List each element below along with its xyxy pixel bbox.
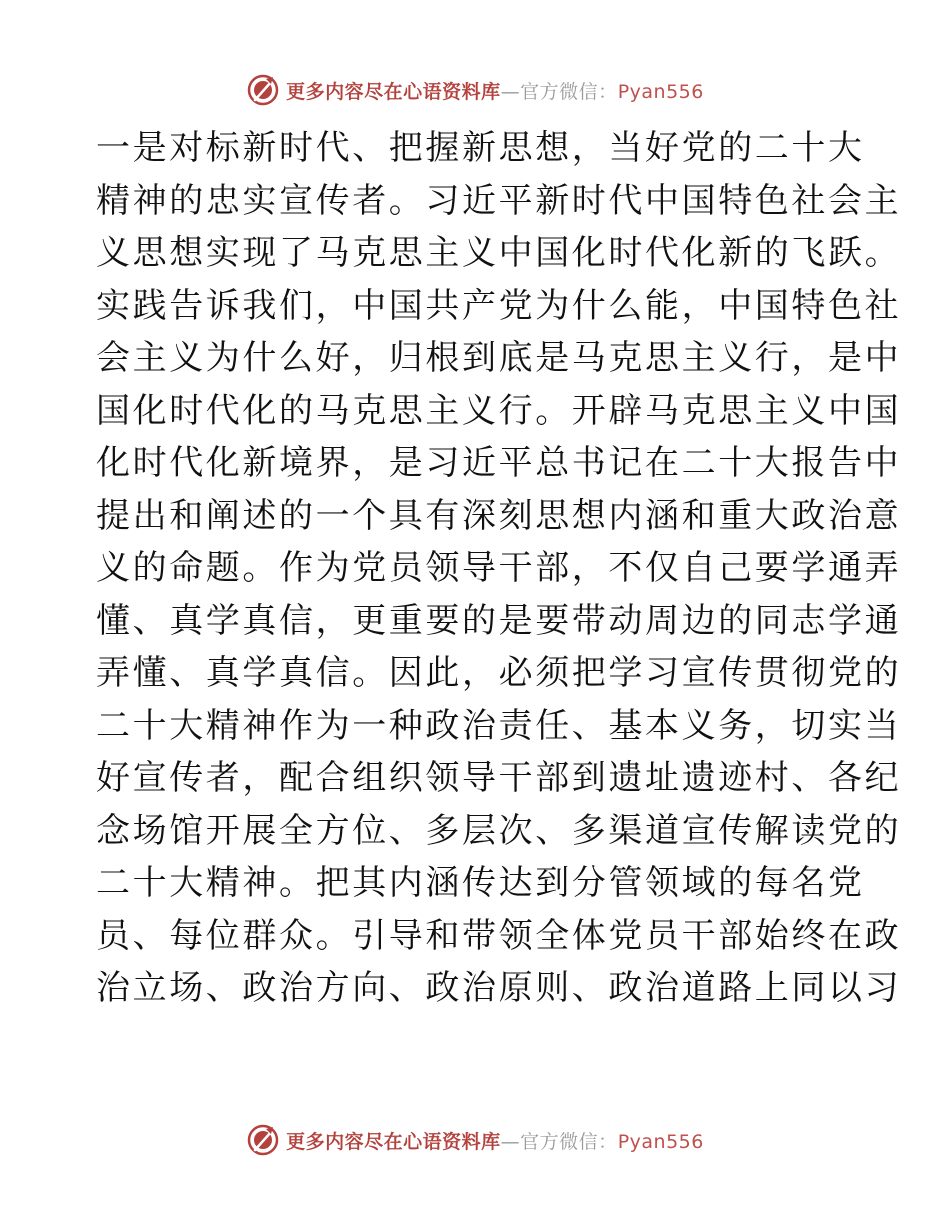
header-watermark-id: Pyan556 (617, 80, 704, 103)
body-line: 实践告诉我们，中国共产党为什么能，中国特色社 (96, 285, 902, 326)
body-line: 国化时代化的马克思主义行。开辟马克思主义中国 (96, 390, 902, 431)
body-line: 义的命题。作为党员领导干部，不仅自己要学通弄 (96, 548, 902, 588)
body-line: 二十大精神作为一种政治责任、基本义务，切实当 (96, 705, 902, 746)
body-line: 二十大精神。把其内涵传达到分管领域的每名党 (96, 863, 865, 903)
body-line: 治立场、政治方向、政治原则、政治道路上同以习 (96, 968, 902, 1008)
body-line: 员、每位群众。引导和带领全体党员干部始终在政 (96, 915, 902, 956)
header-watermark-title: 更多内容尽在心语资料库 (286, 80, 501, 103)
xinyu-logo-icon (246, 73, 280, 107)
body-line: 精神的忠实宣传者。习近平新时代中国特色社会主 (96, 180, 902, 221)
body-line: 懂、真学真信，更重要的是要带动周边的同志学通 (96, 600, 902, 641)
header-watermark-label: —官方微信： (500, 80, 618, 103)
body-line: 一是对标新时代、把握新思想，当好党的二十大 (96, 128, 865, 168)
body-line: 化时代化新境界，是习近平总书记在二十大报告中 (96, 443, 902, 483)
body-line: 会主义为什么好，归根到底是马克思主义行，是中 (96, 338, 902, 378)
document-body (96, 122, 902, 1015)
xinyu-logo-icon (246, 1123, 280, 1157)
body-line: 好宣传者，配合组织领导干部到遗址遗迹村、各纪 (96, 758, 902, 798)
footer-watermark-id: Pyan556 (617, 1130, 704, 1153)
body-line: 义思想实现了马克思主义中国化时代化新的飞跃。 (96, 233, 902, 273)
body-line: 念场馆开展全方位、多层次、多渠道宣传解读党的 (96, 810, 902, 851)
header-watermark (0, 70, 950, 110)
footer-watermark-label: —官方微信： (500, 1130, 618, 1153)
body-line: 弄懂、真学真信。因此，必须把学习宣传贯彻党的 (96, 653, 902, 693)
body-line: 提出和阐述的一个具有深刻思想内涵和重大政治意 (96, 495, 902, 536)
footer-watermark (0, 1120, 950, 1160)
footer-watermark-title: 更多内容尽在心语资料库 (286, 1130, 501, 1153)
